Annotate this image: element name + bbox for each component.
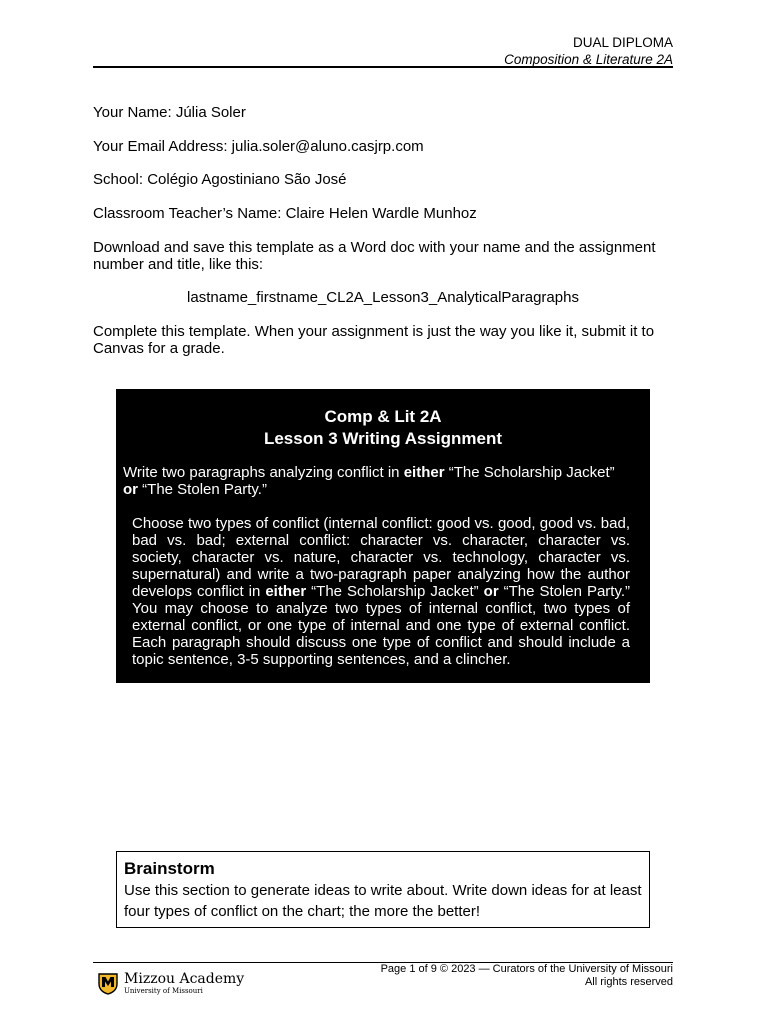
intro-text: “The Scholarship Jacket” [444, 464, 615, 481]
student-email: Your Email Address: julia.soler@aluno.casjrp.com [93, 138, 424, 155]
page-number: Page 1 of 9 © 2023 — Curators of the University of Missouri [380, 963, 673, 975]
intro-or: or [123, 481, 138, 498]
intro-text: Write two paragraphs analyzing conflict in [123, 464, 404, 481]
assignment-box [116, 389, 650, 683]
intro-text: “The Stolen Party.” [138, 481, 267, 498]
teacher-name: Classroom Teacher’s Name: Claire Helen Wardle Munhoz [93, 205, 477, 222]
student-name: Your Name: Júlia Soler [93, 104, 246, 121]
body-or: or [483, 583, 499, 600]
body-text: “The Scholarship Jacket” [306, 583, 484, 600]
assignment-title [116, 406, 650, 450]
body-text: Choose two types of conflict (internal conflict: good vs. good, good vs. bad, bad vs. bad; external conflict: character vs. character, character vs. society, character vs. nature, character vs. technology, character vs. supernatural) and write a two-paragraph paper analyzing how the author develops conflict in [132, 515, 630, 600]
logo-name: Mizzou Academy [124, 971, 245, 987]
rights-text: All rights reserved [584, 976, 673, 988]
brainstorm-text: Use this section to generate ideas to write about. Write down ideas for at least four types of conflict on the chart; the more the better! [124, 882, 642, 920]
filename-example: lastname_firstname_CL2A_Lesson3_AnalyticalParagraphs [187, 289, 579, 306]
brainstorm-box [116, 851, 650, 928]
student-school: School: Colégio Agostiniano São José [93, 171, 347, 188]
header-course: Composition & Literature 2A [504, 52, 673, 67]
footer-copyright [381, 963, 673, 989]
document-header [93, 34, 673, 68]
mizzou-academy-logo [98, 970, 244, 998]
assignment-course: Comp & Lit 2A [324, 407, 442, 426]
assignment-intro [123, 464, 632, 498]
assignment-lesson: Lesson 3 Writing Assignment [263, 429, 503, 448]
body-text: “The Stolen Party.” You may choose to analyze two types of internal conflict, two types of external conflict, or one type of internal and one type of external conflict. Each paragraph should discuss one type of conflict and should include a topic sentence, 3-5 supporting sentences, and a clincher. [132, 583, 631, 668]
logo-subtitle: University of Missouri [124, 987, 203, 995]
intro-either: either [403, 464, 445, 481]
download-instructions: Download and save this template as a Word doc with your name and the assignment number and title, like this: [93, 239, 656, 273]
assignment-body [132, 515, 630, 668]
body-either: either [265, 583, 307, 600]
header-program: DUAL DIPLOMA [572, 35, 673, 50]
mizzou-shield-icon [98, 973, 118, 995]
logo-wordmark [124, 972, 244, 996]
brainstorm-title: Brainstorm [124, 859, 215, 878]
header-divider [93, 66, 673, 68]
submit-instructions: Complete this template. When your assignment is just the way you like it, submit it to Canvas for a grade. [93, 323, 655, 357]
